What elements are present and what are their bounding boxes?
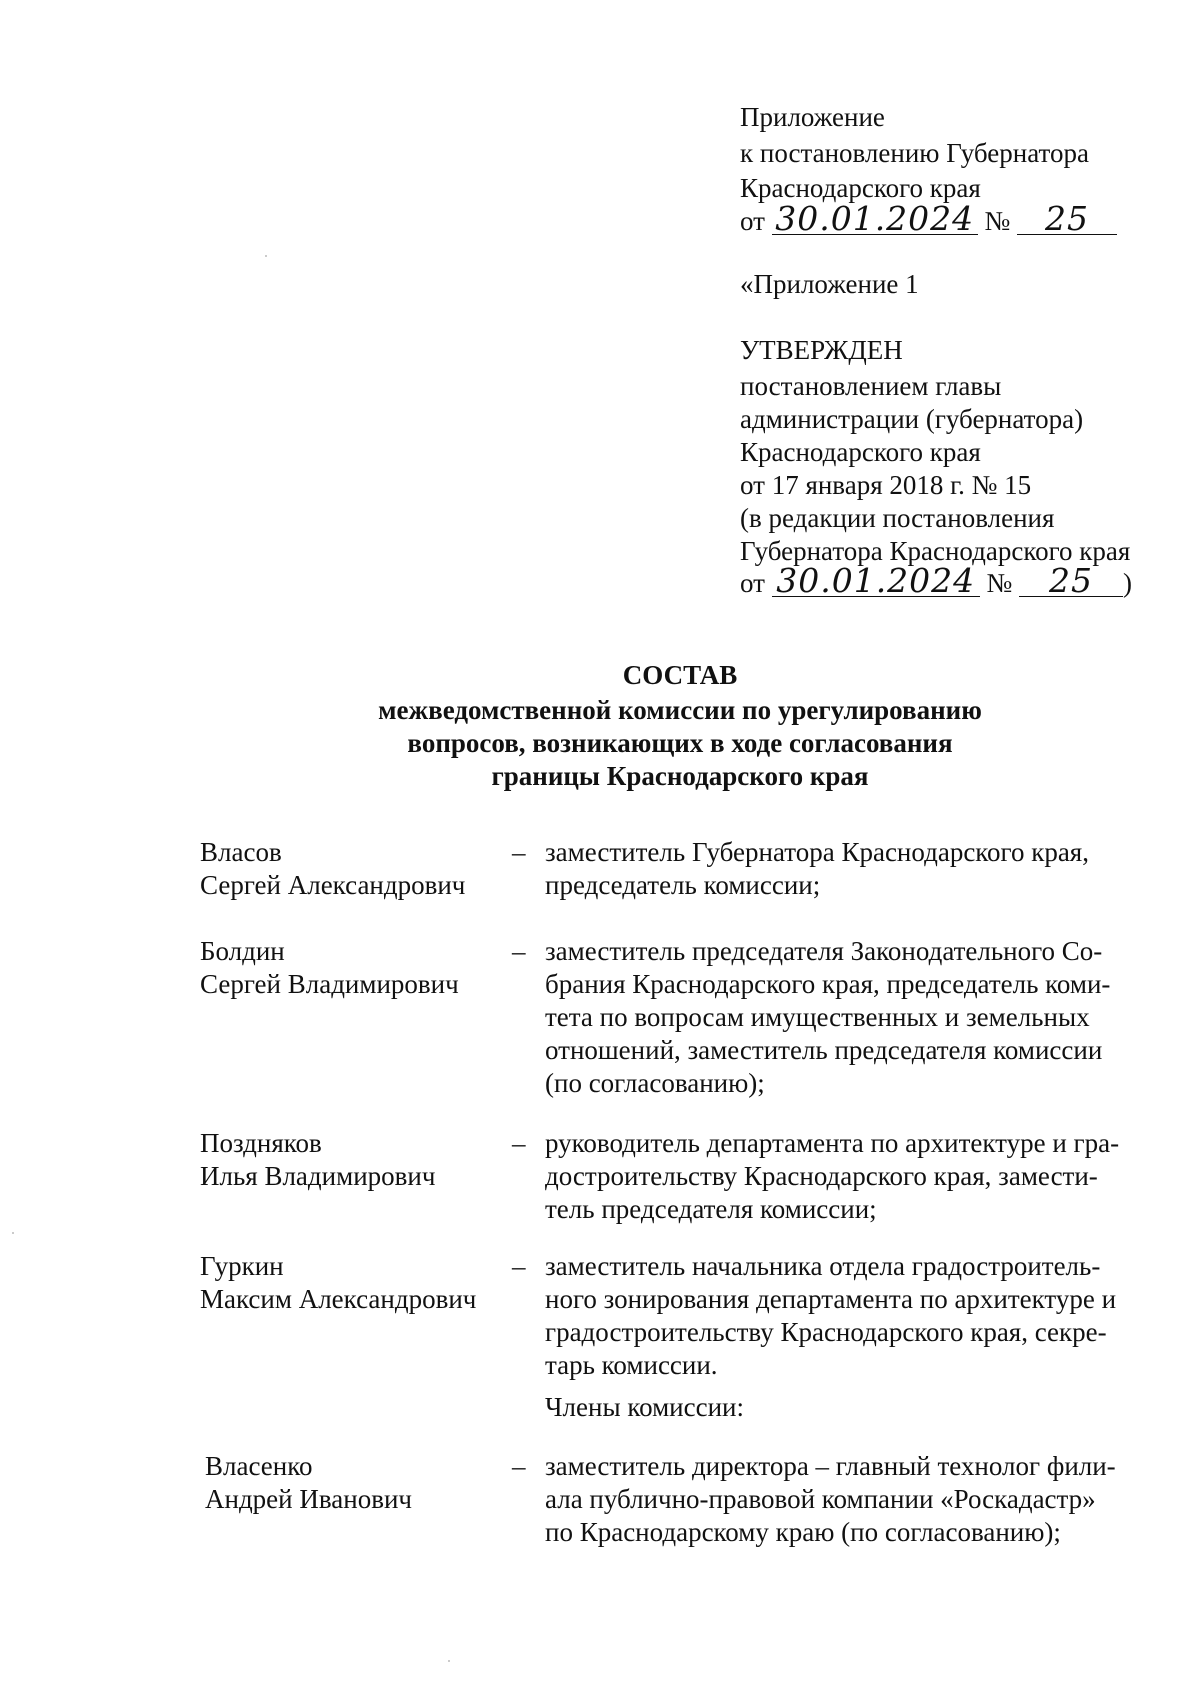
members-heading: Члены комиссии: [545,1392,744,1422]
description-line: (по согласованию); [545,1068,765,1098]
description-line: градостроительству Краснодарского края, секре- [545,1317,1107,1347]
description-line: заместитель начальника отдела градостроитель- [545,1251,1101,1281]
member-description [545,836,1160,902]
handwritten-number: 25 [1017,204,1117,235]
member-given-names: Илья Владимирович [200,1161,436,1191]
member-given-names: Андрей Иванович [205,1484,412,1514]
description-line: брания Краснодарского края, председатель коми- [545,969,1111,999]
approved-label: УТВЕРЖДЕН [740,335,903,365]
scan-speck [448,1660,450,1662]
approval-handwritten-date: 30.01.2024 [772,566,980,597]
approval-line-1: постановлением главы [740,371,1002,401]
approval-line-2: администрации (губернатора) [740,404,1084,434]
member-description [545,1450,1160,1549]
description-line: по Краснодарскому краю (по согласованию); [545,1517,1061,1547]
member-surname: Болдин [200,936,285,966]
header-line-1: Приложение [740,102,885,132]
title-line-1: межведомственной комиссии по урегулированию [378,695,982,725]
approval-number-sign: № [986,568,1013,598]
approval-line-5: (в редакции постановления [740,503,1055,533]
dash: – [512,1251,526,1281]
member-surname: Власенко [205,1451,313,1481]
description-line: тарь комиссии. [545,1350,718,1380]
description-line: ного зонирования департамента по архитектуре и [545,1284,1117,1314]
title-line-3: границы Краснодарского края [491,761,869,791]
scan-speck [12,1232,14,1234]
handwritten-date: 30.01.2024 [772,204,978,235]
approval-line-4: от 17 января 2018 г. № 15 [740,470,1032,500]
description-line: ала публично-правовой компании «Роскадастр» [545,1484,1096,1514]
description-line: заместитель директора – главный технолог фили- [545,1451,1116,1481]
approval-line-6: Губернатора Краснодарского края [740,536,1131,566]
dash: – [512,1128,526,1158]
description-line: заместитель председателя Законодательного Со- [545,936,1103,966]
member-given-names: Максим Александрович [200,1284,477,1314]
member-given-names: Сергей Александрович [200,870,466,900]
description-line: председатель комиссии; [545,870,821,900]
appendix-1-label: «Приложение 1 [740,269,919,299]
scan-speck [265,255,267,257]
title-main: СОСТАВ [622,660,738,690]
description-line: тель председателя комиссии; [545,1194,877,1224]
approval-handwritten-number: 25 [1019,566,1123,597]
closing-bracket: ) [1122,568,1132,598]
description-line: тета по вопросам имущественных и земельных [545,1002,1090,1032]
description-line: руководитель департамента по архитектуре и гра- [545,1128,1120,1158]
description-line: достроительству Краснодарского края, замести- [545,1161,1098,1191]
date-prefix: от [740,206,765,236]
approval-line-3: Краснодарского края [740,437,981,467]
member-description [545,935,1160,1100]
header-line-3: Краснодарского края [740,173,981,203]
dash: – [512,837,526,867]
member-surname: Поздняков [200,1128,322,1158]
approval-date-prefix: от [740,568,765,598]
member-given-names: Сергей Владимирович [200,969,459,999]
title-line-2: вопросов, возникающих в ходе согласования [407,728,953,758]
member-description [545,1250,1160,1382]
dash: – [512,1451,526,1481]
member-surname: Власов [200,837,282,867]
dash: – [512,936,526,966]
approval-date-line [740,561,1132,600]
description-line: отношений, заместитель председателя комиссии [545,1035,1103,1065]
description-line: заместитель Губернатора Краснодарского края, [545,837,1089,867]
header-line-2: к постановлению Губернатора [740,138,1089,168]
member-surname: Гуркин [200,1251,284,1281]
number-sign: № [984,206,1011,236]
member-description [545,1127,1160,1226]
header-date-line [740,199,1117,238]
